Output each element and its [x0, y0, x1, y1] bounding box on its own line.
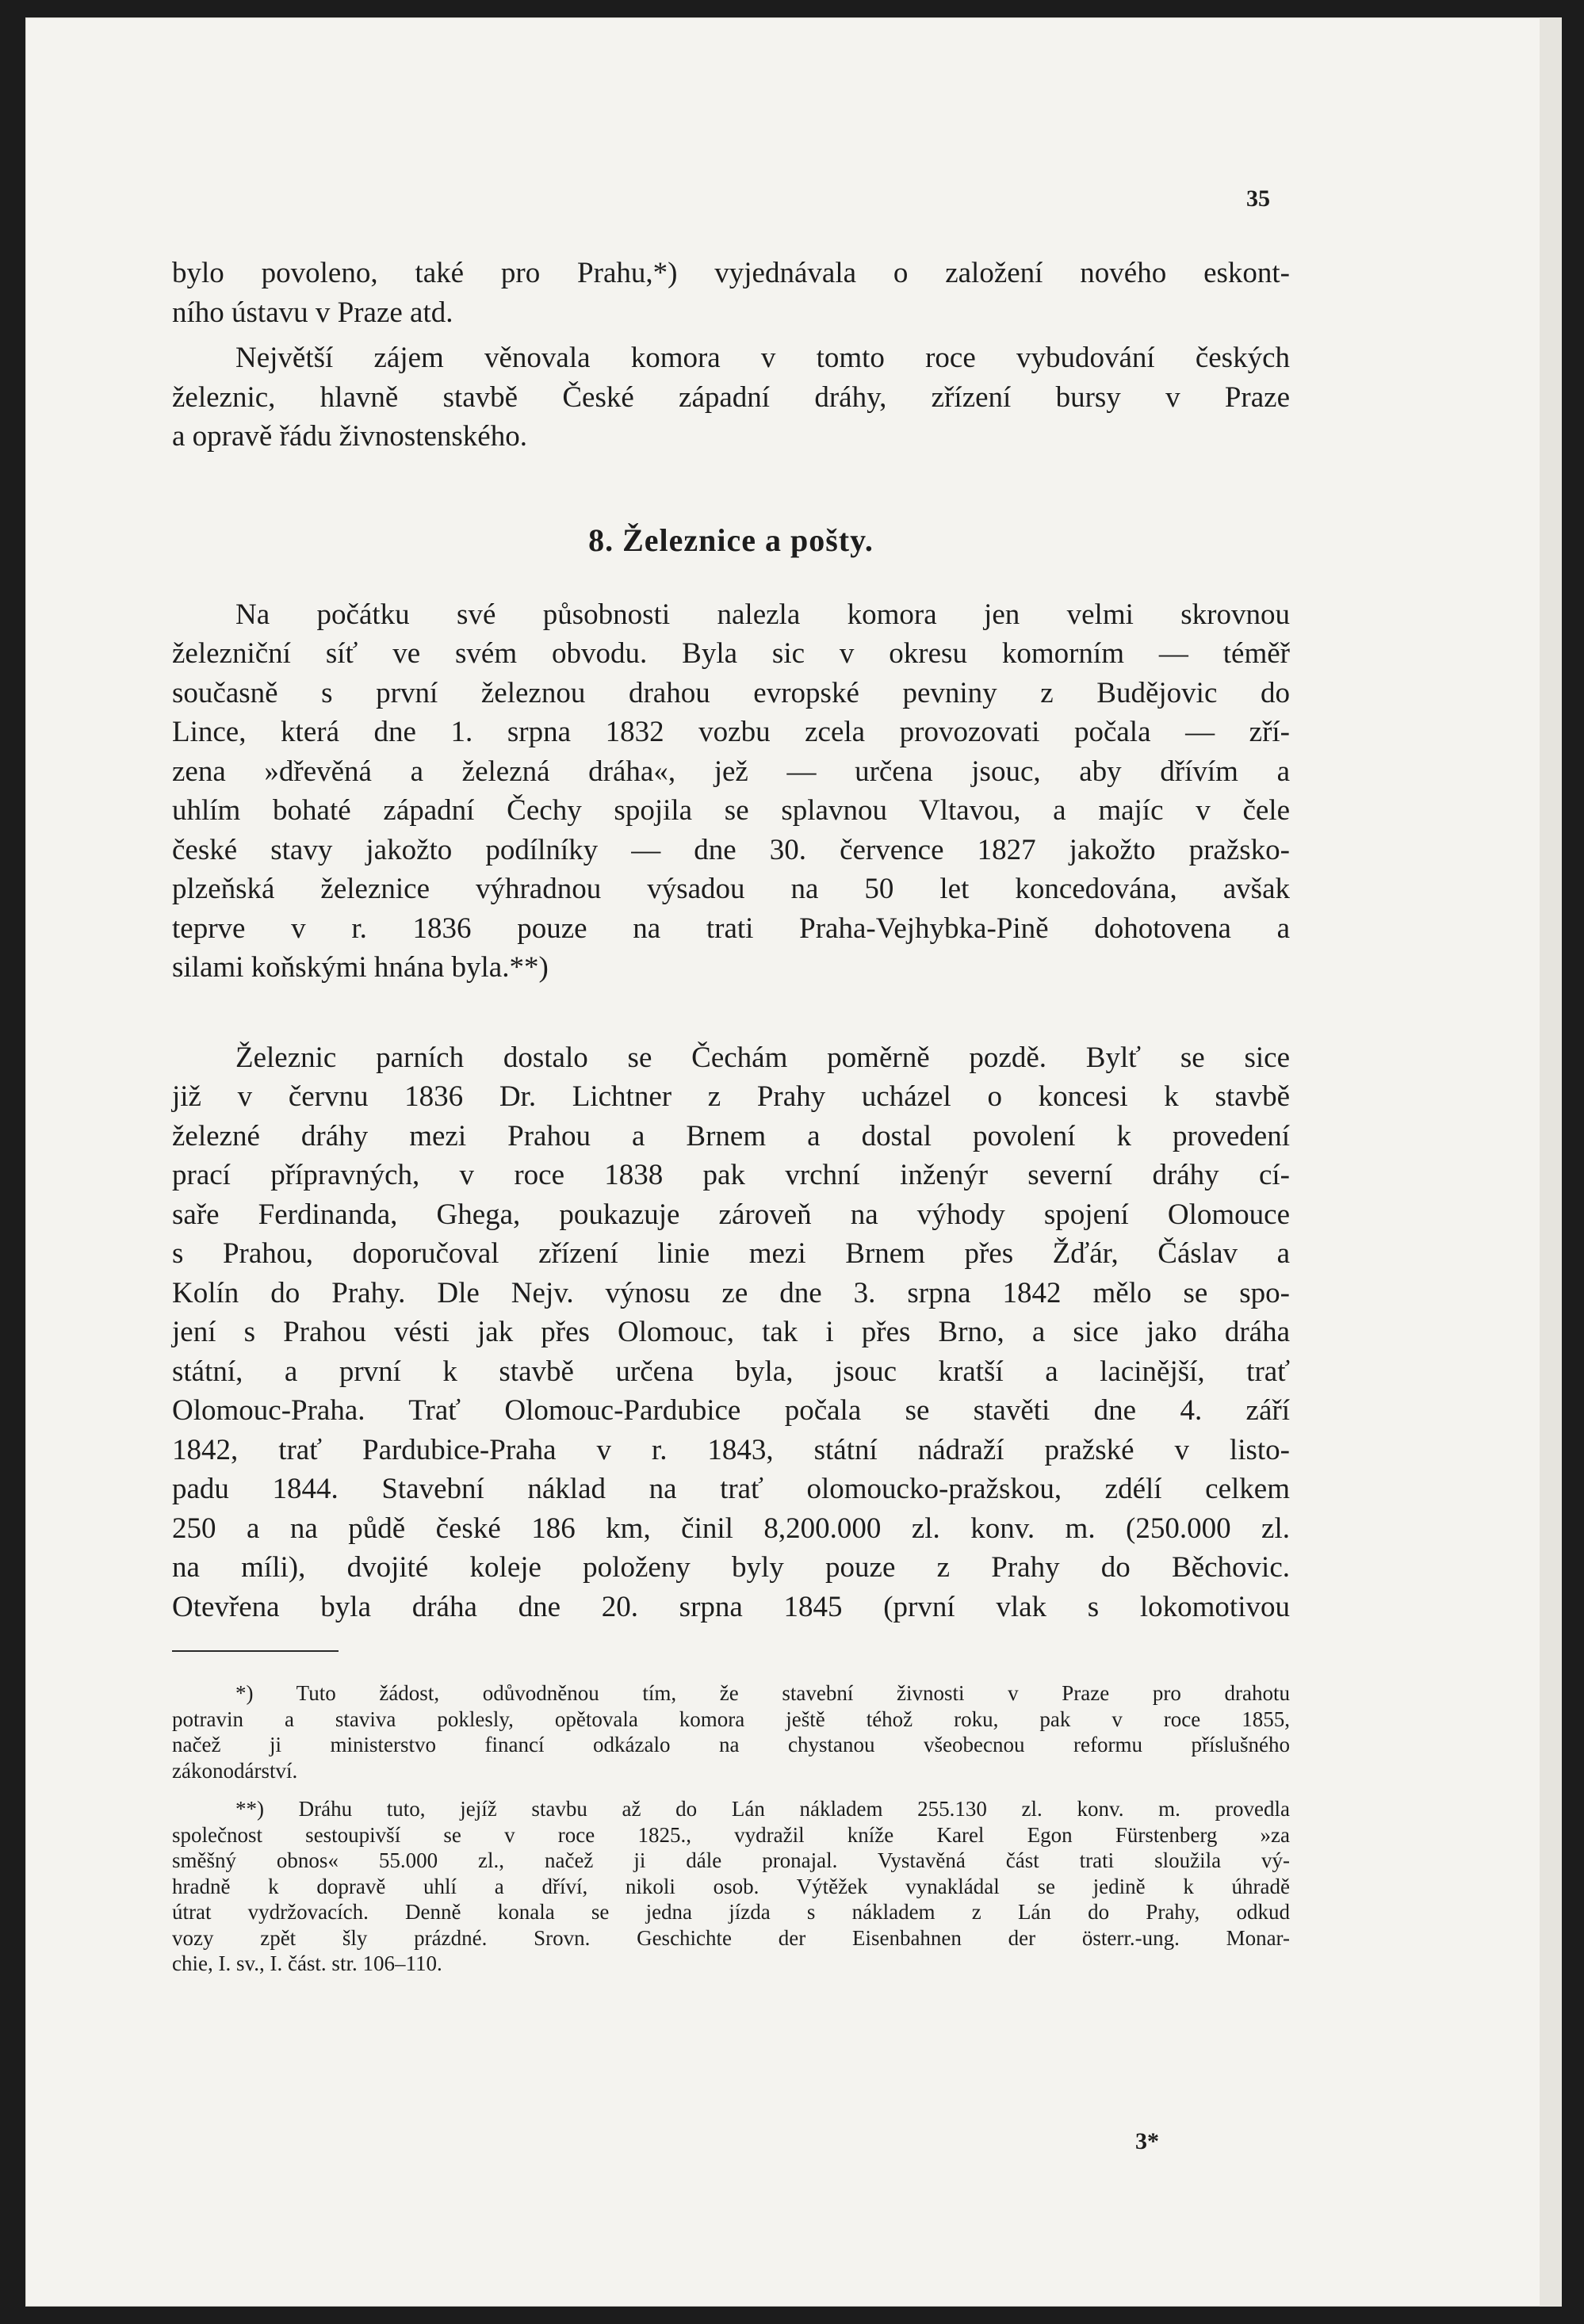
text-line: Otevřena byla dráha dne 20. srpna 1845 (první vlak s lokomotivou	[172, 1590, 1290, 1623]
text-line: saře Ferdinanda, Ghega, poukazuje zároveň na výhody spojení Olomouce	[172, 1198, 1290, 1231]
text-line: prací přípravných, v roce 1838 pak vrchní inženýr severní dráhy cí-	[172, 1159, 1290, 1191]
intro-paragraph	[172, 254, 1290, 332]
footnote-line: potravin a staviva poklesly, opětovala komora ještě téhož roku, pak v roce 1855,	[172, 1707, 1290, 1731]
page-edge	[1540, 17, 1562, 2307]
footnote-line: **) Dráhu tuto, jejíž stavbu až do Lán nákladem 255.130 zl. konv. m. provedla	[235, 1797, 1290, 1821]
signature-mark: 3*	[1135, 2128, 1159, 2154]
footnote-line: chie, I. sv., I. část. str. 106–110.	[172, 1951, 442, 1975]
page-number: 35	[1246, 185, 1270, 212]
scanned-page	[25, 17, 1562, 2307]
footnote-line: společnost sestoupivší se v roce 1825., vydražil kníže Karel Egon Fürstenberg »za	[172, 1822, 1290, 1847]
text-line: Kolín do Prahy. Dle Nejv. výnosu ze dne 3. srpna 1842 mělo se spo-	[172, 1276, 1290, 1309]
footnote-line: *) Tuto žádost, odůvodněnou tím, že stavební živnosti v Praze pro drahotu	[235, 1681, 1290, 1705]
text-line: současně s první železnou drahou evropské pevniny z Budějovic do	[172, 676, 1290, 709]
text-line: české stavy jakožto podílníky — dne 30. července 1827 jakožto pražsko-	[172, 833, 1290, 866]
footnote-line: zákonodárství.	[172, 1758, 298, 1783]
section-heading: 8. Železnice a pošty.	[588, 522, 874, 558]
text-line: teprve v r. 1836 pouze na trati Praha-Vejhybka-Pině dohotovena a	[172, 912, 1290, 945]
text-line: s Prahou, doporučoval zřízení linie mezi Brnem přes Žďár, Čáslav a	[172, 1237, 1290, 1270]
footnote-line: směšný obnos« 55.000 zl., načež ji dále pronajal. Vystavěná část trati sloužila vý-	[172, 1848, 1290, 1872]
paragraph-early-railways	[172, 595, 1290, 988]
text-line: 1842, trať Pardubice-Praha v r. 1843, státní nádraží pražské v listo-	[172, 1433, 1290, 1466]
footnote-line: hradně k dopravě uhlí a dříví, nikoli osob. Výtěžek vynakládal se jedině k úhradě	[172, 1874, 1290, 1898]
text-line: 250 a na půdě české 186 km, činil 8,200.000 zl. konv. m. (250.000 zl.	[172, 1512, 1290, 1545]
text-line: Lince, která dne 1. srpna 1832 vozbu zcela provozovati počala — zří-	[172, 716, 1290, 748]
text-line: státní, a první k stavbě určena byla, jsouc kratší a lacinější, trať	[172, 1355, 1290, 1388]
footnote-line: útrat vydržovacích. Denně konala se jedna jízda s nákladem z Lán do Prahy, odkud	[172, 1900, 1290, 1924]
footnote-1	[172, 1680, 1290, 1783]
text-line: ního ústavu v Praze atd.	[172, 296, 453, 329]
text-line: železnic, hlavně stavbě České západní dráhy, zřízení bursy v Praze	[172, 380, 1290, 414]
text-line: Největší zájem věnovala komora v tomto roce vybudování českých	[235, 342, 1290, 374]
text-line: již v červnu 1836 Dr. Lichtner z Prahy ucházel o koncesi k stavbě	[172, 1080, 1290, 1113]
text-line: Olomouc-Praha. Trať Olomouc-Pardubice počala se stavěti dne 4. září	[172, 1394, 1290, 1427]
text-line: plzeňská železnice výhradnou výsadou na 50 let koncedována, avšak	[172, 873, 1290, 905]
text-line: uhlím bohaté západní Čechy spojila se splavnou Vltavou, a majíc v čele	[172, 794, 1290, 827]
text-line: Železnic parních dostalo se Čechám poměrně pozdě. Bylť se sice	[235, 1041, 1290, 1074]
text-line: bylo povoleno, také pro Prahu,*) vyjednávala o založení nového eskont-	[172, 257, 1290, 289]
text-line: a opravě řádu živnostenského.	[172, 420, 527, 453]
text-line: jení s Prahou vésti jak přes Olomouc, tak i přes Brno, a sice jako dráha	[172, 1316, 1290, 1348]
footnote-2	[172, 1796, 1290, 1977]
footnote-line: vozy zpět šly prázdné. Srovn. Geschichte der Eisenbahnen der österr.-ung. Monar-	[172, 1925, 1290, 1950]
text-line: Na počátku své působnosti nalezla komora jen velmi skrovnou	[235, 598, 1290, 631]
text-line: na míli), dvojité koleje položeny byly pouze z Prahy do Běchovic.	[172, 1551, 1290, 1584]
text-line: silami koňskými hnána byla.**)	[172, 951, 549, 984]
text-line: zena »dřevěná a železná dráha«, jež — určena jsouc, aby dřívím a	[172, 755, 1290, 788]
text-line: železné dráhy mezi Prahou a Brnem a dostal povolení k provedení	[172, 1119, 1290, 1152]
text-line: padu 1844. Stavební náklad na trať olomoucko-pražskou, zdélí celkem	[172, 1473, 1290, 1505]
paragraph-steam-railways	[172, 1038, 1290, 1627]
text-line: železniční síť ve svém obvodu. Byla sic v okresu komorním — téměř	[172, 637, 1290, 670]
paragraph-railways-interest	[172, 338, 1290, 457]
footnote-line: načež ji ministerstvo financí odkázalo na chystanou všeobecnou reformu příslušného	[172, 1733, 1290, 1756]
page-body	[172, 176, 1290, 1977]
